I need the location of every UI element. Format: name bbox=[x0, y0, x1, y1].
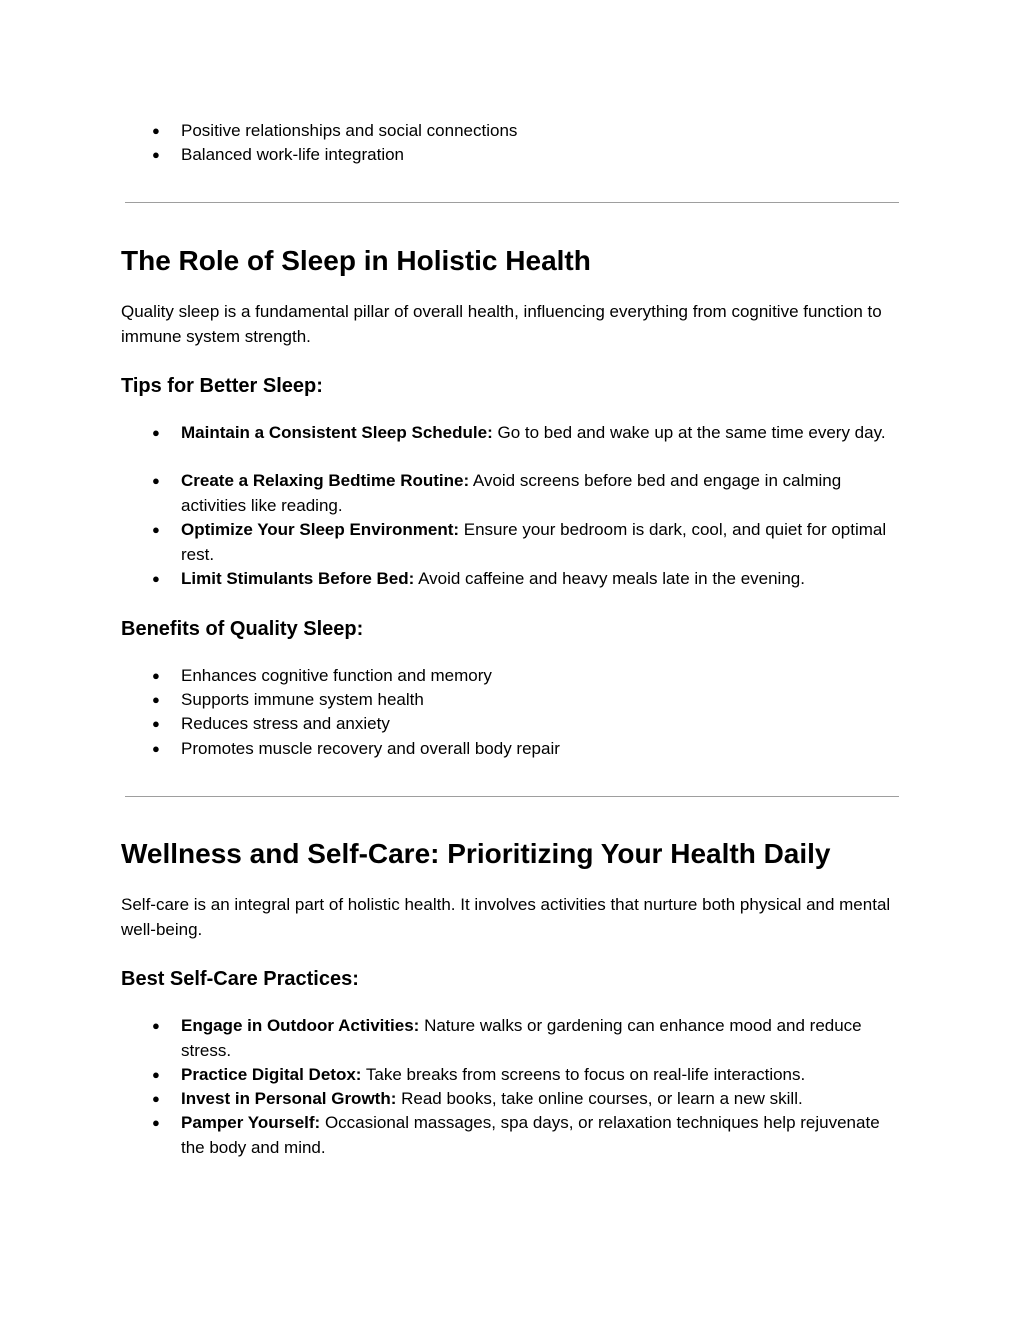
bullet-icon: ● bbox=[152, 147, 160, 162]
sleep-intro-paragraph: Quality sleep is a fundamental pillar of overall health, influencing everything from cognitive function to immune system strength. bbox=[121, 302, 882, 346]
list-item-term: Practice Digital Detox: bbox=[181, 1065, 362, 1084]
list-item-term: Maintain a Consistent Sleep Schedule: bbox=[181, 423, 493, 442]
list-item-term: Pamper Yourself: bbox=[181, 1113, 321, 1132]
bullet-icon: ● bbox=[152, 741, 160, 756]
list-item-text: Nature walks or gardening can enhance mood and reduce stress. bbox=[181, 1016, 862, 1060]
list-item-text: Go to bed and wake up at the same time every day. bbox=[497, 423, 886, 442]
section-title-selfcare: Wellness and Self-Care: Prioritizing Your Health Daily bbox=[121, 838, 831, 869]
bullet-icon: ● bbox=[152, 1091, 160, 1106]
bullet-icon: ● bbox=[152, 716, 160, 731]
list-item-term: Limit Stimulants Before Bed: bbox=[181, 569, 415, 588]
list-item: Balanced work-life integration bbox=[181, 145, 405, 164]
list-item: Supports immune system health bbox=[181, 690, 424, 709]
bullet-icon: ● bbox=[152, 668, 160, 683]
horizontal-divider bbox=[125, 202, 899, 203]
tips-heading: Tips for Better Sleep: bbox=[121, 375, 323, 397]
list-item-term: Create a Relaxing Bedtime Routine: bbox=[181, 471, 470, 490]
bullet-icon: ● bbox=[152, 473, 160, 488]
list-item bbox=[181, 1111, 901, 1160]
horizontal-divider bbox=[125, 796, 899, 797]
list-item bbox=[181, 421, 901, 446]
list-item-term: Optimize Your Sleep Environment: bbox=[181, 520, 460, 539]
bullet-icon: ● bbox=[152, 123, 160, 138]
selfcare-intro-paragraph: Self-care is an integral part of holistic health. It involves activities that nurture both physical and mental well-being. bbox=[121, 895, 891, 939]
bullet-icon: ● bbox=[152, 522, 160, 537]
list-item: Promotes muscle recovery and overall body repair bbox=[181, 739, 560, 758]
bullet-icon: ● bbox=[152, 571, 160, 586]
list-item-text: Avoid screens before bed and engage in calming activities like reading. bbox=[181, 471, 842, 515]
section-title-sleep: The Role of Sleep in Holistic Health bbox=[121, 245, 591, 276]
list-item-text: Ensure your bedroom is dark, cool, and quiet for optimal rest. bbox=[181, 520, 887, 564]
bullet-icon: ● bbox=[152, 1115, 160, 1130]
benefits-heading: Benefits of Quality Sleep: bbox=[121, 618, 364, 640]
bullet-icon: ● bbox=[152, 692, 160, 707]
list-item: Positive relationships and social connections bbox=[181, 121, 518, 140]
list-item bbox=[181, 567, 901, 592]
list-item-text: Read books, take online courses, or learn a new skill. bbox=[401, 1089, 803, 1108]
list-item-term: Engage in Outdoor Activities: bbox=[181, 1016, 420, 1035]
list-item-text: Avoid caffeine and heavy meals late in the evening. bbox=[418, 569, 805, 588]
practices-heading: Best Self-Care Practices: bbox=[121, 968, 359, 990]
list-item bbox=[181, 469, 901, 518]
list-item: Reduces stress and anxiety bbox=[181, 714, 390, 733]
list-item bbox=[181, 518, 901, 567]
list-item: Enhances cognitive function and memory bbox=[181, 666, 492, 685]
bullet-icon: ● bbox=[152, 425, 160, 440]
list-item bbox=[181, 1063, 901, 1088]
list-item-text: Take breaks from screens to focus on real-life interactions. bbox=[365, 1065, 806, 1084]
list-item-term: Invest in Personal Growth: bbox=[181, 1089, 397, 1108]
bullet-icon: ● bbox=[152, 1067, 160, 1082]
list-item bbox=[181, 1014, 901, 1063]
list-item bbox=[181, 1087, 901, 1112]
bullet-icon: ● bbox=[152, 1018, 160, 1033]
list-item-text: Occasional massages, spa days, or relaxation techniques help rejuvenate the body and mind. bbox=[181, 1113, 880, 1157]
